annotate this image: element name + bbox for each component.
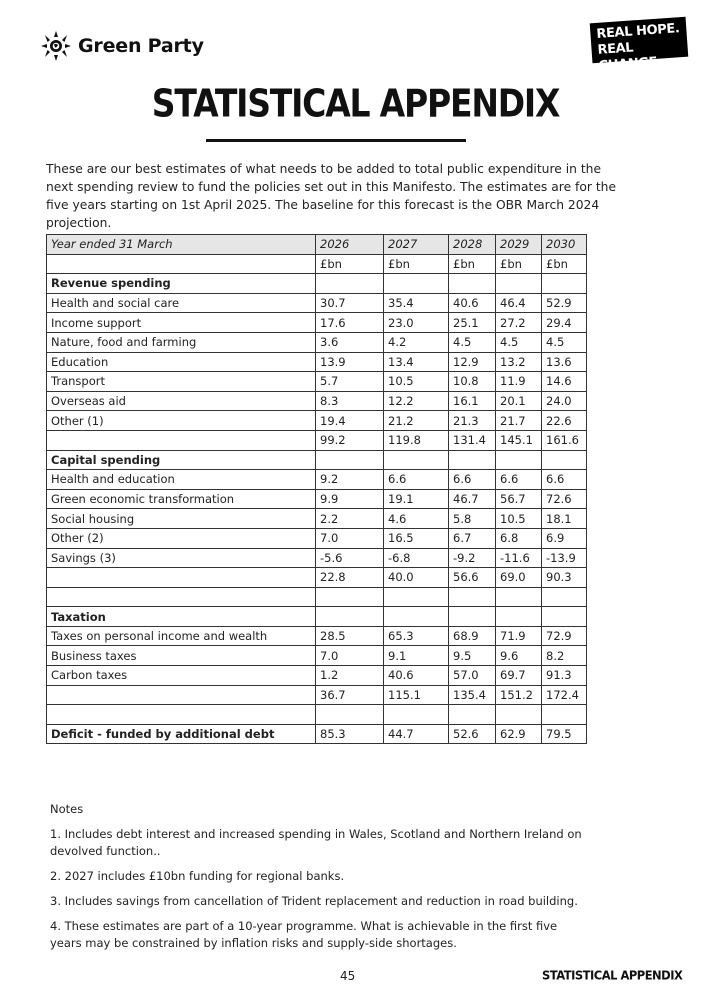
title-underline <box>206 139 466 142</box>
value-cell: 10.5 <box>496 509 542 529</box>
value-cell <box>449 274 496 294</box>
value-cell: 90.3 <box>542 568 587 588</box>
value-cell <box>384 450 449 470</box>
value-cell: 68.9 <box>449 626 496 646</box>
table-section-row <box>47 274 587 294</box>
value-cell: 2030 <box>542 235 587 255</box>
table-row <box>47 470 587 490</box>
row-label-cell <box>47 685 316 705</box>
value-cell <box>449 705 496 725</box>
table-row <box>47 587 587 607</box>
value-cell: 6.6 <box>496 470 542 490</box>
value-cell: -6.8 <box>384 548 449 568</box>
row-label-cell: Capital spending <box>47 450 316 470</box>
row-label-cell <box>47 587 316 607</box>
value-cell: 172.4 <box>542 685 587 705</box>
value-cell: 85.3 <box>316 724 384 744</box>
row-label-cell: Year ended 31 March <box>47 235 316 255</box>
value-cell: 46.4 <box>496 293 542 313</box>
table-row <box>47 666 587 686</box>
row-label-cell: Other (1) <box>47 411 316 431</box>
value-cell: 52.6 <box>449 724 496 744</box>
value-cell: 23.0 <box>384 313 449 333</box>
value-cell: 62.9 <box>496 724 542 744</box>
table-row <box>47 293 587 313</box>
value-cell: 40.6 <box>449 293 496 313</box>
row-label-cell: Health and social care <box>47 293 316 313</box>
row-label-cell: Health and education <box>47 470 316 490</box>
value-cell: 6.7 <box>449 528 496 548</box>
value-cell <box>449 450 496 470</box>
row-label-cell: Nature, food and farming <box>47 332 316 352</box>
badge-line-2: REAL CHANGE. <box>597 40 663 74</box>
value-cell: 161.6 <box>542 430 587 450</box>
note-item: 2. 2027 includes £10bn funding for regional banks. <box>50 869 345 883</box>
table-units-row <box>47 254 587 274</box>
row-label-cell: Overseas aid <box>47 391 316 411</box>
value-cell: 4.5 <box>449 332 496 352</box>
row-label-cell <box>47 705 316 725</box>
value-cell: 19.1 <box>384 489 449 509</box>
value-cell: 6.6 <box>449 470 496 490</box>
notes-title: Notes <box>50 802 84 816</box>
row-label-cell: Deficit - funded by additional debt <box>47 724 316 744</box>
value-cell: 28.5 <box>316 626 384 646</box>
green-party-logo <box>38 30 204 62</box>
page-title: STATISTICAL APPENDIX <box>151 81 560 126</box>
value-cell: 21.3 <box>449 411 496 431</box>
value-cell: 16.5 <box>384 528 449 548</box>
value-cell: 30.7 <box>316 293 384 313</box>
value-cell <box>542 450 587 470</box>
value-cell: 71.9 <box>496 626 542 646</box>
table-row <box>47 332 587 352</box>
table-row <box>47 489 587 509</box>
value-cell: 25.1 <box>449 313 496 333</box>
value-cell: 7.0 <box>316 646 384 666</box>
table-deficit-row <box>47 724 587 744</box>
value-cell: 21.2 <box>384 411 449 431</box>
value-cell: 20.1 <box>496 391 542 411</box>
row-label-cell: Other (2) <box>47 528 316 548</box>
value-cell: 44.7 <box>384 724 449 744</box>
value-cell: 19.4 <box>316 411 384 431</box>
table-row <box>47 646 587 666</box>
value-cell: 35.4 <box>384 293 449 313</box>
value-cell: 9.1 <box>384 646 449 666</box>
value-cell: 5.7 <box>316 372 384 392</box>
value-cell: 14.6 <box>542 372 587 392</box>
value-cell <box>496 274 542 294</box>
value-cell: 8.2 <box>542 646 587 666</box>
value-cell: £bn <box>496 254 542 274</box>
sunflower-earth-icon <box>38 30 74 62</box>
value-cell: 22.6 <box>542 411 587 431</box>
value-cell: 4.5 <box>496 332 542 352</box>
table-section-row <box>47 450 587 470</box>
value-cell: 56.7 <box>496 489 542 509</box>
value-cell: 135.4 <box>449 685 496 705</box>
value-cell: 5.8 <box>449 509 496 529</box>
value-cell: 8.3 <box>316 391 384 411</box>
value-cell: 56.6 <box>449 568 496 588</box>
value-cell <box>449 587 496 607</box>
value-cell: 29.4 <box>542 313 587 333</box>
row-label-cell: Revenue spending <box>47 274 316 294</box>
value-cell <box>316 705 384 725</box>
value-cell: 10.5 <box>384 372 449 392</box>
value-cell: 16.1 <box>449 391 496 411</box>
value-cell: 6.6 <box>384 470 449 490</box>
value-cell: -5.6 <box>316 548 384 568</box>
badge-line-1: REAL HOPE. <box>595 21 680 42</box>
value-cell: 69.7 <box>496 666 542 686</box>
value-cell: 6.6 <box>542 470 587 490</box>
row-label-cell: Social housing <box>47 509 316 529</box>
value-cell: 79.5 <box>542 724 587 744</box>
table-section-row <box>47 607 587 627</box>
value-cell: 13.2 <box>496 352 542 372</box>
value-cell: -11.6 <box>496 548 542 568</box>
row-label-cell: Taxation <box>47 607 316 627</box>
value-cell: 2028 <box>449 235 496 255</box>
value-cell: 4.5 <box>542 332 587 352</box>
value-cell: 18.1 <box>542 509 587 529</box>
row-label-cell: Business taxes <box>47 646 316 666</box>
value-cell: 9.6 <box>496 646 542 666</box>
value-cell: £bn <box>316 254 384 274</box>
table-row <box>47 313 587 333</box>
value-cell: 2026 <box>316 235 384 255</box>
table-row <box>47 391 587 411</box>
value-cell: 4.6 <box>384 509 449 529</box>
value-cell: 9.5 <box>449 646 496 666</box>
value-cell: 22.8 <box>316 568 384 588</box>
table-row <box>47 352 587 372</box>
value-cell: 13.9 <box>316 352 384 372</box>
value-cell: 10.8 <box>449 372 496 392</box>
value-cell: 131.4 <box>449 430 496 450</box>
value-cell: 6.9 <box>542 528 587 548</box>
value-cell: -13.9 <box>542 548 587 568</box>
value-cell: 115.1 <box>384 685 449 705</box>
value-cell: 24.0 <box>542 391 587 411</box>
row-label-cell: Savings (3) <box>47 548 316 568</box>
value-cell: 52.9 <box>542 293 587 313</box>
value-cell: £bn <box>384 254 449 274</box>
value-cell <box>316 450 384 470</box>
table-row <box>47 568 587 588</box>
value-cell: 11.9 <box>496 372 542 392</box>
value-cell: 7.0 <box>316 528 384 548</box>
value-cell <box>496 450 542 470</box>
row-label-cell <box>47 568 316 588</box>
value-cell: 46.7 <box>449 489 496 509</box>
row-label-cell: Taxes on personal income and wealth <box>47 626 316 646</box>
table-row <box>47 705 587 725</box>
value-cell <box>316 607 384 627</box>
table-row <box>47 548 587 568</box>
value-cell <box>384 705 449 725</box>
value-cell: 2027 <box>384 235 449 255</box>
value-cell <box>542 587 587 607</box>
table-row <box>47 685 587 705</box>
value-cell: £bn <box>542 254 587 274</box>
notes-section <box>50 802 590 960</box>
note-item: 3. Includes savings from cancellation of Trident replacement and reduction in road building. <box>50 894 578 908</box>
page-number: 45 <box>340 969 356 983</box>
value-cell <box>496 607 542 627</box>
table-row <box>47 411 587 431</box>
value-cell <box>496 587 542 607</box>
table-header-row <box>47 235 587 255</box>
row-label-cell <box>47 254 316 274</box>
value-cell: 12.9 <box>449 352 496 372</box>
value-cell: 72.9 <box>542 626 587 646</box>
value-cell <box>496 705 542 725</box>
value-cell: 72.6 <box>542 489 587 509</box>
value-cell: 91.3 <box>542 666 587 686</box>
table-row <box>47 372 587 392</box>
table-row <box>47 528 587 548</box>
value-cell: 12.2 <box>384 391 449 411</box>
value-cell <box>449 607 496 627</box>
value-cell: -9.2 <box>449 548 496 568</box>
value-cell: 6.8 <box>496 528 542 548</box>
row-label-cell: Education <box>47 352 316 372</box>
table-row <box>47 626 587 646</box>
row-label-cell: Carbon taxes <box>47 666 316 686</box>
value-cell <box>384 587 449 607</box>
row-label-cell: Transport <box>47 372 316 392</box>
value-cell: 3.6 <box>316 332 384 352</box>
note-item: 4. These estimates are part of a 10-year programme. What is achievable in the first five years may be constrained by inflation risks and supply-side shortages. <box>50 919 558 950</box>
value-cell: 17.6 <box>316 313 384 333</box>
value-cell: 57.0 <box>449 666 496 686</box>
value-cell: 21.7 <box>496 411 542 431</box>
value-cell <box>316 274 384 294</box>
value-cell <box>384 274 449 294</box>
value-cell <box>542 705 587 725</box>
value-cell: 69.0 <box>496 568 542 588</box>
value-cell: 9.2 <box>316 470 384 490</box>
value-cell: 40.0 <box>384 568 449 588</box>
value-cell: 99.2 <box>316 430 384 450</box>
value-cell: 2029 <box>496 235 542 255</box>
table-row <box>47 430 587 450</box>
statistical-appendix-table <box>46 234 587 744</box>
note-item: 1. Includes debt interest and increased spending in Wales, Scotland and Northern Ireland on devolved function.. <box>50 827 582 858</box>
value-cell <box>542 607 587 627</box>
table-row <box>47 509 587 529</box>
value-cell <box>384 607 449 627</box>
value-cell: 4.2 <box>384 332 449 352</box>
intro-paragraph: These are our best estimates of what needs to be added to total public expenditure in the next spending review to fund the policies set out in this Manifesto. The estimates are for the five years starting on 1st April 2025. The baseline for this forecast is the OBR March 2024 projection. <box>46 162 617 230</box>
value-cell: 2.2 <box>316 509 384 529</box>
row-label-cell: Income support <box>47 313 316 333</box>
value-cell: £bn <box>449 254 496 274</box>
value-cell <box>542 274 587 294</box>
value-cell: 119.8 <box>384 430 449 450</box>
value-cell: 1.2 <box>316 666 384 686</box>
value-cell: 65.3 <box>384 626 449 646</box>
value-cell: 9.9 <box>316 489 384 509</box>
value-cell: 13.6 <box>542 352 587 372</box>
value-cell: 145.1 <box>496 430 542 450</box>
value-cell <box>316 587 384 607</box>
row-label-cell: Green economic transformation <box>47 489 316 509</box>
value-cell: 151.2 <box>496 685 542 705</box>
row-label-cell <box>47 430 316 450</box>
footer-section-title: STATISTICAL APPENDIX <box>542 967 683 983</box>
value-cell: 27.2 <box>496 313 542 333</box>
slogan-badge <box>590 17 689 74</box>
value-cell: 40.6 <box>384 666 449 686</box>
value-cell: 13.4 <box>384 352 449 372</box>
logo-text: Green Party <box>78 35 204 57</box>
value-cell: 36.7 <box>316 685 384 705</box>
